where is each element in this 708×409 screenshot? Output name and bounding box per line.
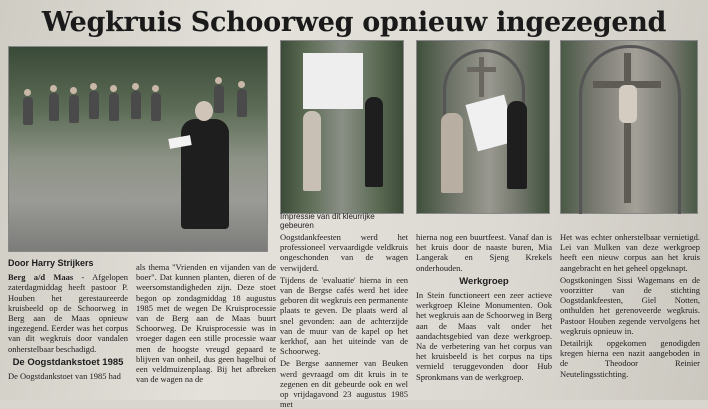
person-figure [214,85,224,113]
person-head [238,81,245,88]
person-head [50,85,57,92]
article-column-1 [8,258,128,398]
person-head [70,87,77,94]
woman-figure [441,113,463,193]
article-column-4 [416,232,552,400]
paragraph: als thema "Vrienden en vijanden van de boer". Dat kunnen planten, dieren of de weersomstandigheden zijn. Deze stoet begon op zondagmiddag 18 augustus 1985 met de wegen De Kruisprocessie van de Berg aan de Maas buurt Schoorweg. De Kruisprocessie was in vroeger dagen een stille processie waar men de hoogste vreugd gepaard te blijven van onheil, dus geen hagelbui of een veldmuizenplaag. Bij het afbreken van de wagen na de [136,262,276,385]
person-figure [49,93,59,121]
paragraph: hierna nog een buurtfeest. Vanaf dan is het kruis door de naaste buren, Mia Langerak en Sjeng Krekels onderhouden. [416,232,552,273]
paragraph: De Oogstdankstoet van 1985 had [8,371,121,382]
pastor-head [195,101,213,121]
article-column-2 [136,262,276,400]
subheading: De Oogstdankstoet 1985 [12,356,124,368]
photo-caption: Impressie van dit kleurrijke gebeuren [280,212,375,230]
person-head [132,83,139,90]
paragraph: In Stein functioneert een zeer actieve werkgroep Kleine Monumenten. Ook het wegkruis aan de Schoorweg in Berg aan de Maas valt onder het aandachtsgebied van deze werkgroep. Na de verbetering van het corpus van het kruisbeeld is het corpus na tips vernield teruggevonden door Hub Spronkmans van de werkgroep. [416,290,552,382]
lead-paragraph [8,272,128,354]
cross-bar [467,67,496,72]
person-head [90,83,97,90]
pastor-figure [507,101,527,189]
pastor-figure [365,97,383,187]
photo-group-blessing [8,46,268,252]
subheading: Werkgroep [459,275,509,287]
paragraph: Tijdens de 'evaluatie' hierna in een van de Bergse cafés werd het idee geboren dit wegkruis een permanente plaats te geven. De plaats werd al snel gevonden: aan de achterzijde van de muur van de kapel op het kerkhof, aan het uiteinde van de Schoorweg. [280,274,408,357]
person-figure [131,91,141,119]
person-head [110,85,117,92]
person-figure [89,91,99,119]
article-column-5 [560,232,700,400]
cloth-cover [303,53,363,109]
lead-place: Berg a/d Maas [8,272,74,283]
paragraph: De Bergse aannemer van Beuken werd gevraagd om dit kruis in te zegenen en dit gebeurde ook en wel op vrijdagavond 23 augustus 1985 met [280,358,408,409]
byline: Door Harry Strijkers [8,258,94,268]
paragraph: Het was echter onherstelbaar vernietigd. Lei van Mulken van deze werkgroep heeft een nieuw corpus aan het kruis aangebracht en het geheel opgeknapt. [560,232,700,273]
person-figure [23,97,33,125]
photo-unveiling-1 [280,40,404,214]
paragraph: Oogstdankfeesten werd het professioneel vervaardigde veldkruis ongeschonden van de wagen verwijderd. [280,232,408,273]
photo-wayside-cross [560,40,698,214]
person-figure [69,95,79,123]
corpus-figure [619,85,637,123]
person-head [152,85,159,92]
headline: Wegkruis Schoorweg opnieuw ingezegend [41,6,667,38]
article-column-3 [280,232,408,409]
cross-icon [479,57,484,97]
person-figure [151,93,161,121]
lead-text: - Afgelopen zaterdagmiddag heeft pastoor P. Houben het gerestaureerde kruisbeeld op de Schoorweg in Berg aan de Maas opnieuw ingezegend. Eerder was het corpus van dit wegkruis door vandalen onherstelbaar beschadigd. [8,272,128,354]
person-figure [109,93,119,121]
person-figure [237,89,247,117]
paragraph: Detailrijk opgekomen genodigden kregen hierna een nazit aangeboden in de Theodoor Reinier Neutelingsstichting. [560,338,700,379]
photo-unveiling-2 [416,40,550,214]
cross-icon [624,53,631,203]
paragraph: Oogstkoningen Sissi Wagemans en de voorzitter van de stichting Oogstdankfeesten, Giel Notten, onthulden het gerenoveerde wegkruis. Pastoor Houben zegende vervolgens het wegkruis opnieuw in. [560,274,700,336]
person-head [24,89,31,96]
woman-figure [303,111,321,191]
person-head [215,77,222,84]
